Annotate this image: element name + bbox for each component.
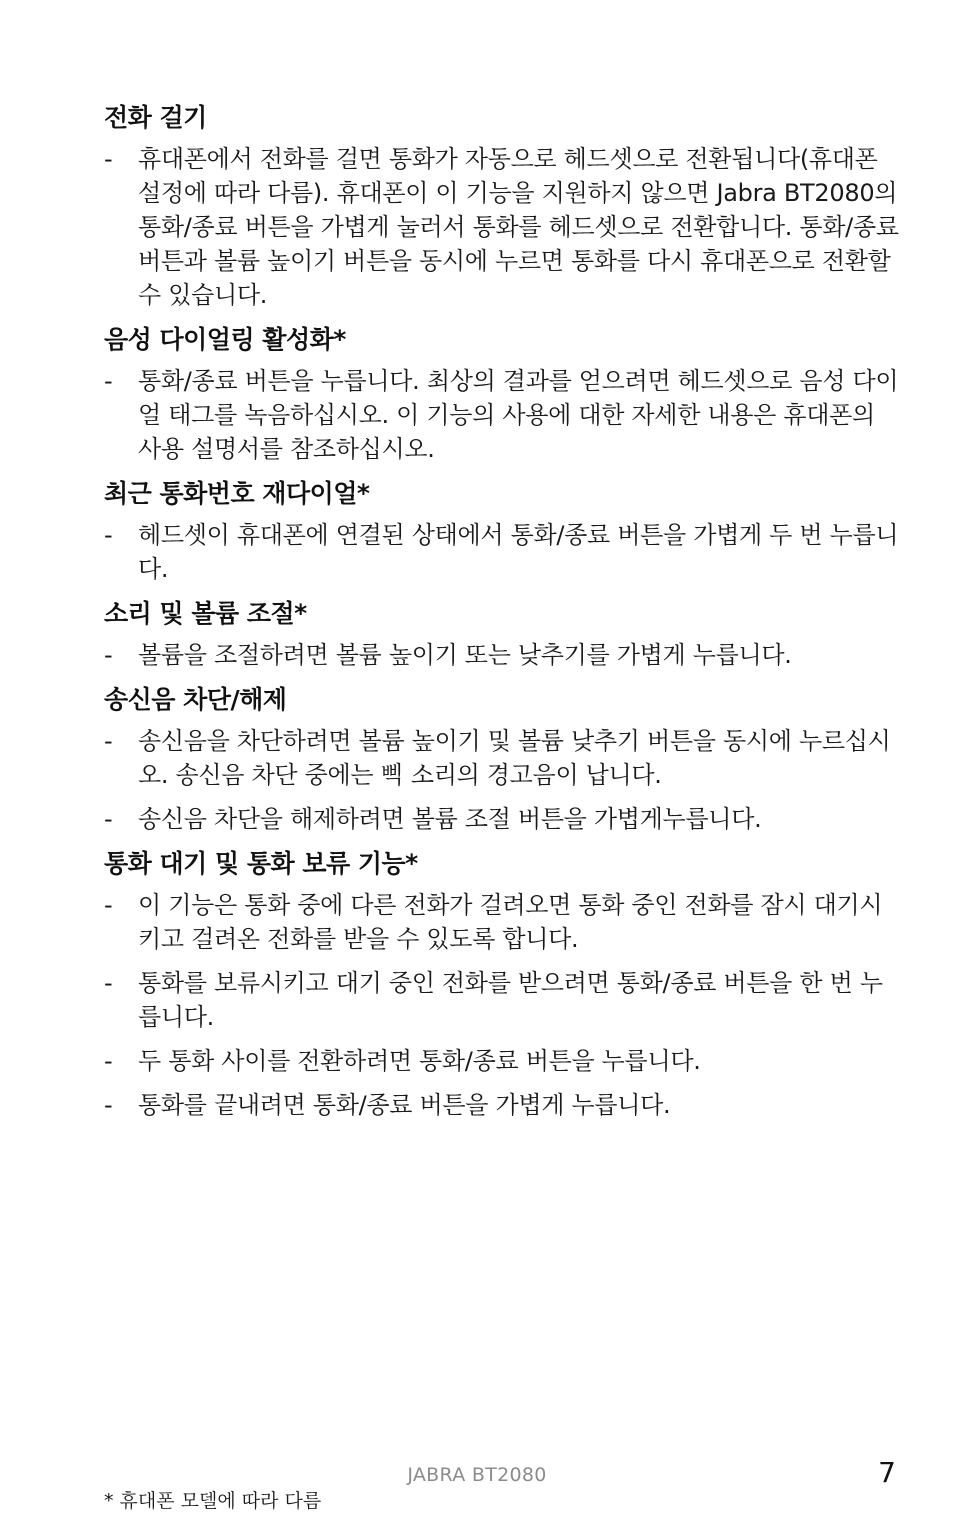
list-item [104, 364, 904, 466]
list-item-text: 휴대폰에서 전화를 걸면 통화가 자동으로 헤드셋으로 전환됩니다(휴대폰 설정에 따라 다름). 휴대폰이 이 기능을 지원하지 않으면 Jabra BT2080의 통화/종료 버튼을 가볍게 눌러서 통화를 헤드셋으로 전환합니다. 통화/종료 버튼과 볼륨 높이기 버튼을 동시에 누르면 통화를 다시 휴대폰으로 전환할 수 있습니다. [138, 145, 899, 309]
list-item-text: 통화를 끝내려면 통화/종료 버튼을 가볍게 누릅니다. [138, 1091, 671, 1119]
section-heading: 송신음 차단/해제 [104, 685, 287, 714]
bullet-dash: - [104, 891, 113, 919]
section-heading: 통화 대기 및 통화 보류 기능* [104, 849, 418, 878]
list-item [104, 518, 904, 586]
section-heading: 음성 다이얼링 활성화* [104, 325, 346, 354]
list-item [104, 802, 904, 836]
section-volume-control [104, 596, 904, 672]
bullet-dash: - [104, 1091, 113, 1119]
list-item [104, 724, 904, 792]
list-item [104, 638, 904, 672]
list-item [104, 142, 904, 312]
bullet-dash: - [104, 1047, 113, 1075]
section-call-waiting-hold [104, 846, 904, 1122]
list-item [104, 1088, 904, 1122]
section-making-calls [104, 100, 904, 312]
footer-brand: JABRA BT2080 [407, 1464, 547, 1486]
list-item-text: 통화를 보류시키고 대기 중인 전화를 받으려면 통화/종료 버튼을 한 번 누릅니다. [138, 969, 883, 1031]
page-number: 7 [878, 1456, 896, 1489]
bullet-dash: - [104, 521, 113, 549]
list-item [104, 1044, 904, 1078]
list-item-text: 헤드셋이 휴대폰에 연결된 상태에서 통화/종료 버튼을 가볍게 두 번 누릅니다. [138, 521, 899, 583]
list-item-text: 두 통화 사이를 전환하려면 통화/종료 버튼을 누릅니다. [138, 1047, 701, 1075]
bullet-dash: - [104, 969, 113, 997]
bullet-dash: - [104, 727, 113, 755]
section-heading: 소리 및 볼륨 조절* [104, 599, 307, 628]
section-heading: 최근 통화번호 재다이얼* [104, 479, 370, 508]
list-item [104, 888, 904, 956]
bullet-dash: - [104, 145, 113, 173]
list-item [104, 966, 904, 1034]
footnote: * 휴대폰 모델에 따라 다름 [104, 1490, 322, 1512]
bullet-dash: - [104, 805, 113, 833]
section-mute [104, 682, 904, 836]
list-item-text: 송신음 차단을 해제하려면 볼륨 조절 버튼을 가볍게누릅니다. [138, 805, 762, 833]
list-item-text: 이 기능은 통화 중에 다른 전화가 걸려오면 통화 중인 전화를 잠시 대기시키고 걸려온 전화를 받을 수 있도록 합니다. [138, 891, 883, 953]
list-item-text: 통화/종료 버튼을 누릅니다. 최상의 결과를 얻으려면 헤드셋으로 음성 다이얼 태그를 녹음하십시오. 이 기능의 사용에 대한 자세한 내용은 휴대폰의 사용 설명서를 참조하십시오. [138, 367, 899, 463]
list-item-text: 송신음을 차단하려면 볼륨 높이기 및 볼륨 낮추기 버튼을 동시에 누르십시오. 송신음 차단 중에는 삑 소리의 경고음이 납니다. [138, 727, 891, 789]
list-item-text: 볼륨을 조절하려면 볼륨 높이기 또는 낮추기를 가볍게 누릅니다. [138, 641, 792, 669]
bullet-dash: - [104, 641, 113, 669]
document-body [104, 100, 904, 1132]
section-last-number-redial [104, 476, 904, 586]
bullet-dash: - [104, 367, 113, 395]
section-voice-dialing [104, 322, 904, 466]
section-heading: 전화 걸기 [104, 103, 207, 132]
